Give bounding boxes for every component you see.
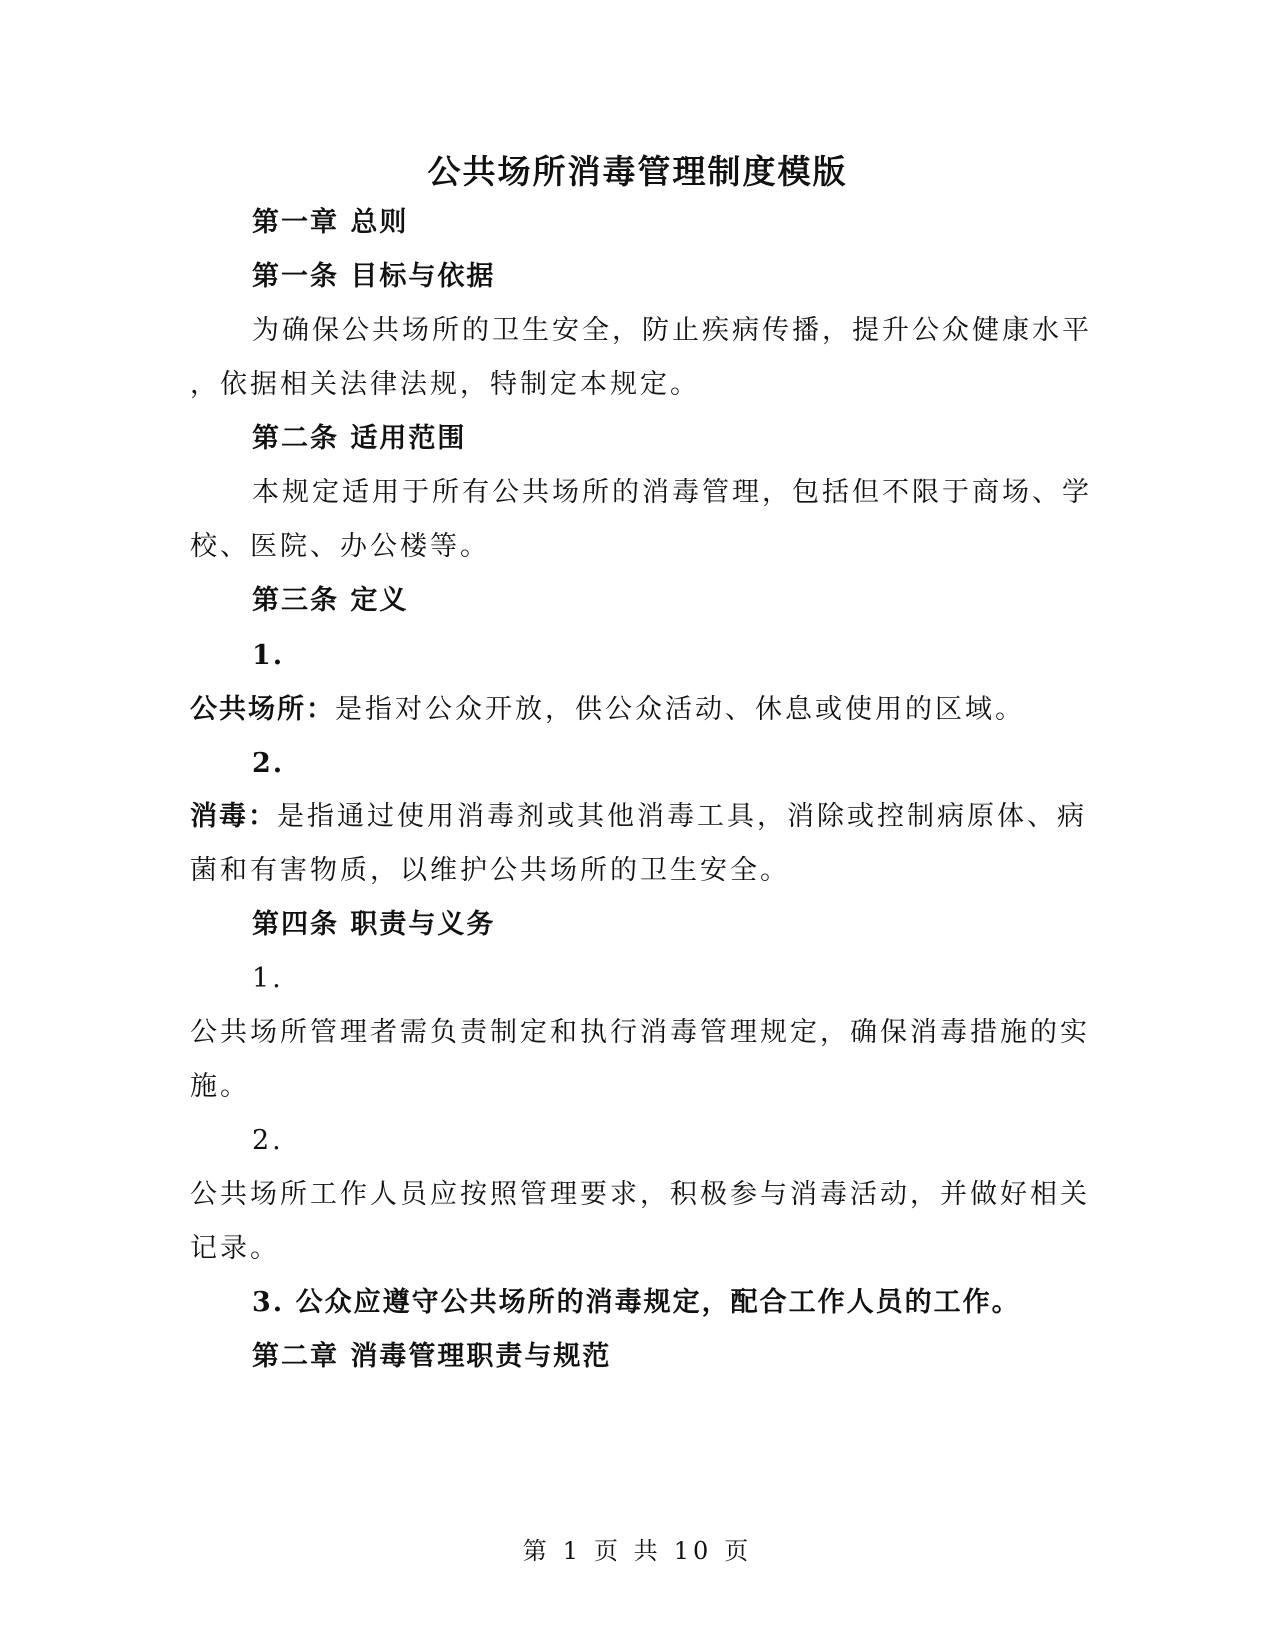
chapter-1-heading: 第一章 总则 bbox=[252, 207, 409, 238]
article-2-text-line-2: 校、医院、办公楼等。 bbox=[190, 531, 490, 562]
page-label-suffix: 页 bbox=[724, 1537, 753, 1565]
duty-1-text-line-1: 公共场所管理者需负责制定和执行消毒管理规定，确保消毒措施的实 bbox=[190, 1017, 1090, 1048]
term-public-place: 公共场所： bbox=[190, 694, 335, 725]
duty-2-text-line-1: 公共场所工作人员应按照管理要求，积极参与消毒活动，并做好相关 bbox=[190, 1179, 1090, 1210]
article-2-heading: 第二条 适用范围 bbox=[252, 423, 467, 454]
duty-3-text: 3. 公众应遵守公共场所的消毒规定，配合工作人员的工作。 bbox=[252, 1287, 1021, 1318]
definition-public-place-text: 是指对公众开放，供公众活动、休息或使用的区域。 bbox=[335, 694, 1025, 725]
definition-disinfection-text: 是指通过使用消毒剂或其他消毒工具，消除或控制病原体、病 bbox=[277, 801, 1087, 832]
definition-disinfection-line-2: 菌和有害物质，以维护公共场所的卫生安全。 bbox=[190, 855, 790, 886]
definition-public-place bbox=[190, 692, 1070, 728]
article-2-text-line-1: 本规定适用于所有公共场所的消毒管理，包括但不限于商场、学 bbox=[252, 477, 1092, 508]
total-pages-number: 10 bbox=[673, 1537, 713, 1565]
article-1-text-line-2: ，依据相关法律法规，特制定本规定。 bbox=[190, 369, 700, 400]
article-1-heading: 第一条 目标与依据 bbox=[252, 261, 496, 292]
chapter-2-heading: 第二章 消毒管理职责与规范 bbox=[252, 1341, 612, 1372]
term-disinfection: 消毒： bbox=[190, 801, 277, 832]
duty-2-text-line-2: 记录。 bbox=[190, 1233, 280, 1264]
definition-1-number: 1. bbox=[252, 640, 285, 671]
definition-disinfection-line-1 bbox=[190, 799, 1087, 835]
document-title: 公共场所消毒管理制度模版 bbox=[427, 152, 848, 191]
article-3-heading: 第三条 定义 bbox=[252, 585, 409, 616]
page-label-mid: 页 共 bbox=[594, 1537, 662, 1565]
article-4-heading: 第四条 职责与义务 bbox=[252, 909, 496, 940]
article-1-text-line-1: 为确保公共场所的卫生安全，防止疾病传播，提升公众健康水平 bbox=[252, 315, 1092, 346]
duty-1-text-line-2: 施。 bbox=[190, 1071, 250, 1102]
duty-2-number: 2. bbox=[252, 1125, 284, 1156]
definition-2-number: 2. bbox=[252, 748, 285, 779]
current-page-number: 1 bbox=[562, 1537, 583, 1565]
page-label-prefix: 第 bbox=[522, 1537, 551, 1565]
page-footer bbox=[0, 1536, 1275, 1566]
duty-1-number: 1. bbox=[252, 963, 284, 994]
